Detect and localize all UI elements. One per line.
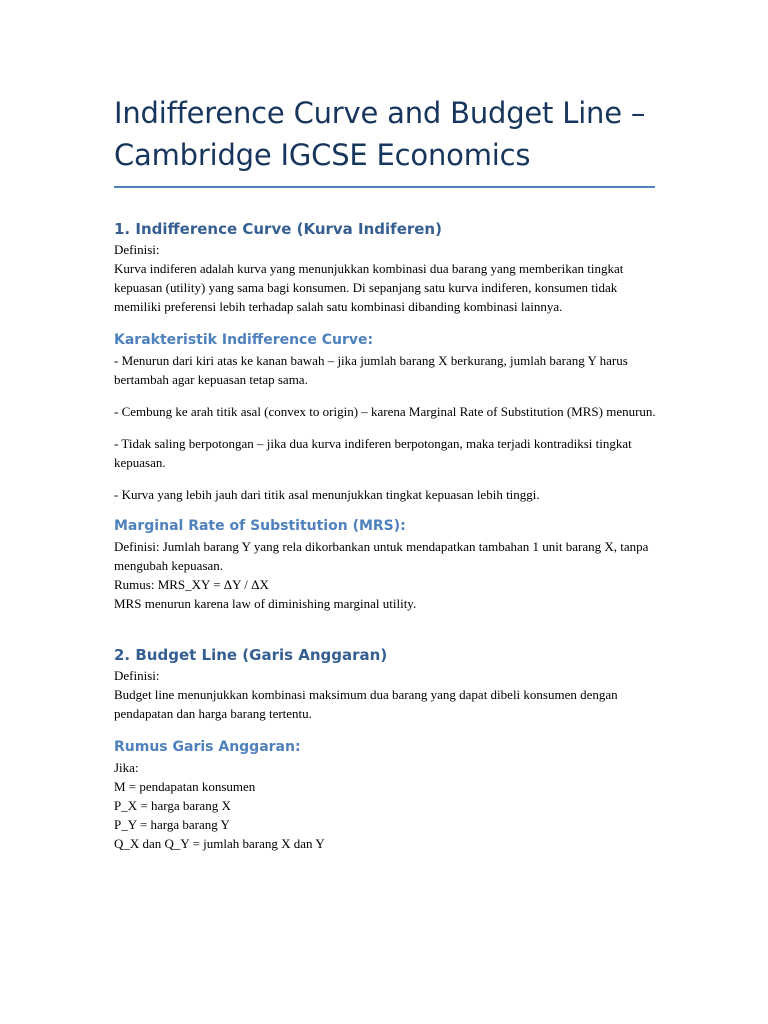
- mrs-note: MRS menurun karena law of diminishing marginal utility.: [114, 596, 417, 611]
- characteristic-item: - Menurun dari kiri atas ke kanan bawah – jika jumlah barang X berkurang, jumlah barang Y harus bertambah agar kepuasan tetap sama.: [114, 353, 628, 387]
- mrs-formula: Rumus: MRS_XY = ΔY / ΔX: [114, 577, 269, 592]
- formula-line: Jika:: [114, 760, 139, 775]
- mrs-definition: Definisi: Jumlah barang Y yang rela dikorbankan untuk mendapatkan tambahan 1 unit barang X, tanpa mengubah kepuasan.: [114, 539, 649, 573]
- formula-line: P_Y = harga barang Y: [114, 817, 230, 832]
- section-2-definition-label: Definisi:: [114, 668, 160, 683]
- section-1-definition-label: Definisi:: [114, 242, 160, 257]
- characteristic-item: - Cembung ke arah titik asal (convex to origin) – karena Marginal Rate of Substitution (MRS) menurun.: [114, 404, 656, 419]
- formula-line: Q_X dan Q_Y = jumlah barang X dan Y: [114, 836, 325, 851]
- title-underline: [114, 186, 655, 188]
- title-line-1: Indifference Curve and Budget Line –: [114, 96, 646, 130]
- section-2-heading: 2. Budget Line (Garis Anggaran): [114, 646, 388, 664]
- document-title: [114, 92, 656, 176]
- section-2-definition-text: Budget line menunjukkan kombinasi maksimum dua barang yang dapat dibeli konsumen dengan pendapatan dan harga barang tertentu.: [114, 687, 618, 721]
- document-page: [114, 92, 656, 853]
- formula-line: M = pendapatan konsumen: [114, 779, 256, 794]
- characteristic-item: - Tidak saling berpotongan – jika dua kurva indiferen berpotongan, maka terjadi kontradiksi tingkat kepuasan.: [114, 436, 632, 470]
- mrs-heading: Marginal Rate of Substitution (MRS):: [114, 518, 406, 534]
- characteristics-heading: Karakteristik Indifference Curve:: [114, 332, 374, 348]
- section-1-heading: 1. Indifference Curve (Kurva Indiferen): [114, 220, 442, 238]
- budget-formula-heading: Rumus Garis Anggaran:: [114, 739, 301, 755]
- section-1-definition-text: Kurva indiferen adalah kurva yang menunjukkan kombinasi dua barang yang memberikan tingkat kepuasan (utility) yang sama bagi konsumen. Di sepanjang satu kurva indiferen, konsumen tidak memiliki preferensi lebih terhadap salah satu kombinasi dibanding kombinasi lainnya.: [114, 261, 624, 314]
- title-line-2: Cambridge IGCSE Economics: [114, 138, 531, 172]
- characteristic-item: - Kurva yang lebih jauh dari titik asal menunjukkan tingkat kepuasan lebih tinggi.: [114, 487, 540, 502]
- formula-line: P_X = harga barang X: [114, 798, 231, 813]
